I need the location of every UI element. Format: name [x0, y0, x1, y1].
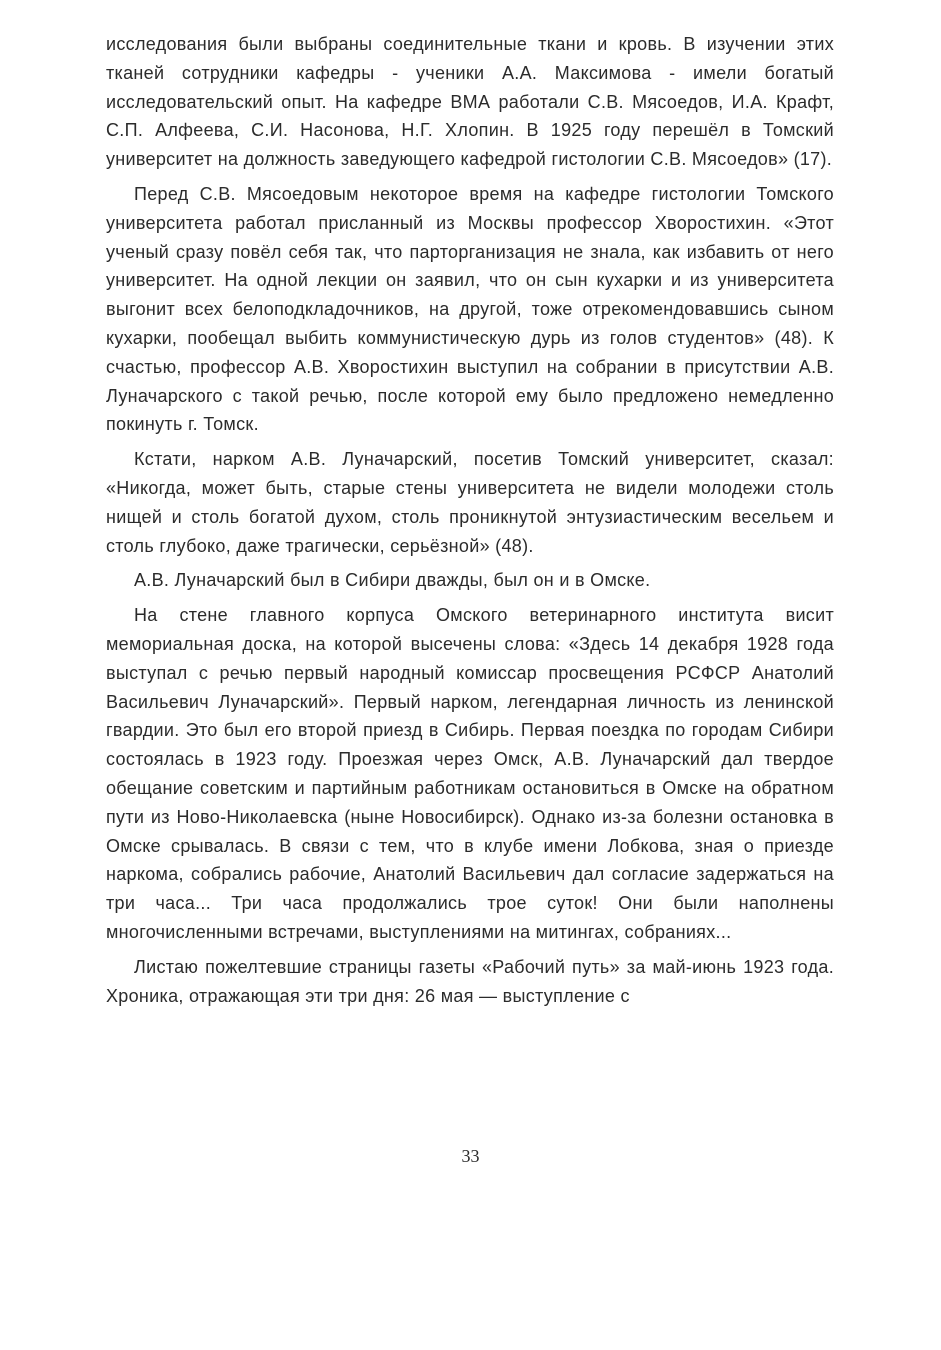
- paragraph-6: Листаю пожелтевшие страницы газеты «Рабочий путь» за май-июнь 1923 года. Хроника, отражающая эти три дня: 26 мая — выступление с: [106, 956, 834, 1006]
- page-body: [106, 30, 834, 1016]
- page-number: 33: [461, 1146, 480, 1166]
- paragraph-1: исследования были выбраны соединительные ткани и кровь. В изучении этих тканей сотрудники кафедры - ученики А.А. Максимова - имели богатый исследовательский опыт. На кафедре ВМА работали С.В. Мясоедов, И.А. Крафт, С.П. Алфеева, С.И. Насонова, Н.Г. Хлопин. В 1925 году перешёл в Томский университет на должность заведующего кафедрой гистологии С.В. Мясоедов» (17).: [106, 34, 834, 170]
- paragraph-4: А.В. Луначарский был в Сибири дважды, был он и в Омске.: [134, 570, 651, 591]
- paragraph-5: На стене главного корпуса Омского ветеринарного института висит мемориальная доска, на которой высечены слова: «Здесь 14 декабря 1928 года выступал с речью первый народный комиссар просвещения РСФСР Анатолий Васильевич Луначарский». Первый нарком, легендарная личность из ленинской гвардии. Это был его второй приезд в Сибирь. Первая поездка по городам Сибири состоялась в 1923 году. Проезжая через Омск, А.В. Луначарский дал твердое обещание советским и партийным работникам остановиться в Омске на обратном пути из Ново-Николаевска (ныне Новосибирск). Однако из-за болезни остановка в Омске срывалась. В связи с тем, что в клубе имени Лобкова, зная о приезде наркома, собрались рабочие, Анатолий Васильевич дал согласие задержаться на три часа... Три часа продолжались трое суток! Они были наполнены многочисленными встречами, выступлениями на митингах, собраниях...: [106, 605, 834, 942]
- paragraph-2: Перед С.В. Мясоедовым некоторое время на кафедре гистологии Томского университета работал присланный из Москвы профессор Хворостихин. «Этот ученый сразу повёл себя так, что парторганизация не знала, как избавить от него университет. На одной лекции он заявил, что он сын кухарки и из университета выгонит всех белоподкладочников, на другой, тоже отрекомендовавшись сыном кухарки, пообещал выбить коммунистическую дурь из голов студентов» (48). К счастью, профессор А.В. Хворостихин выступил на собрании в присутствии А.В. Луначарского с такой речью, после которой ему было предложено немедленно покинуть г. Томск.: [106, 183, 834, 435]
- paragraph-3: Кстати, нарком А.В. Луначарский, посетив Томский университет, сказал: «Никогда, может быть, старые стены университета не видели молодежи столь нищей и столь богатой духом, столь проникнутой энтузиастическим весельем и столь глубоко, даже трагически, серьёзной» (48).: [106, 449, 834, 556]
